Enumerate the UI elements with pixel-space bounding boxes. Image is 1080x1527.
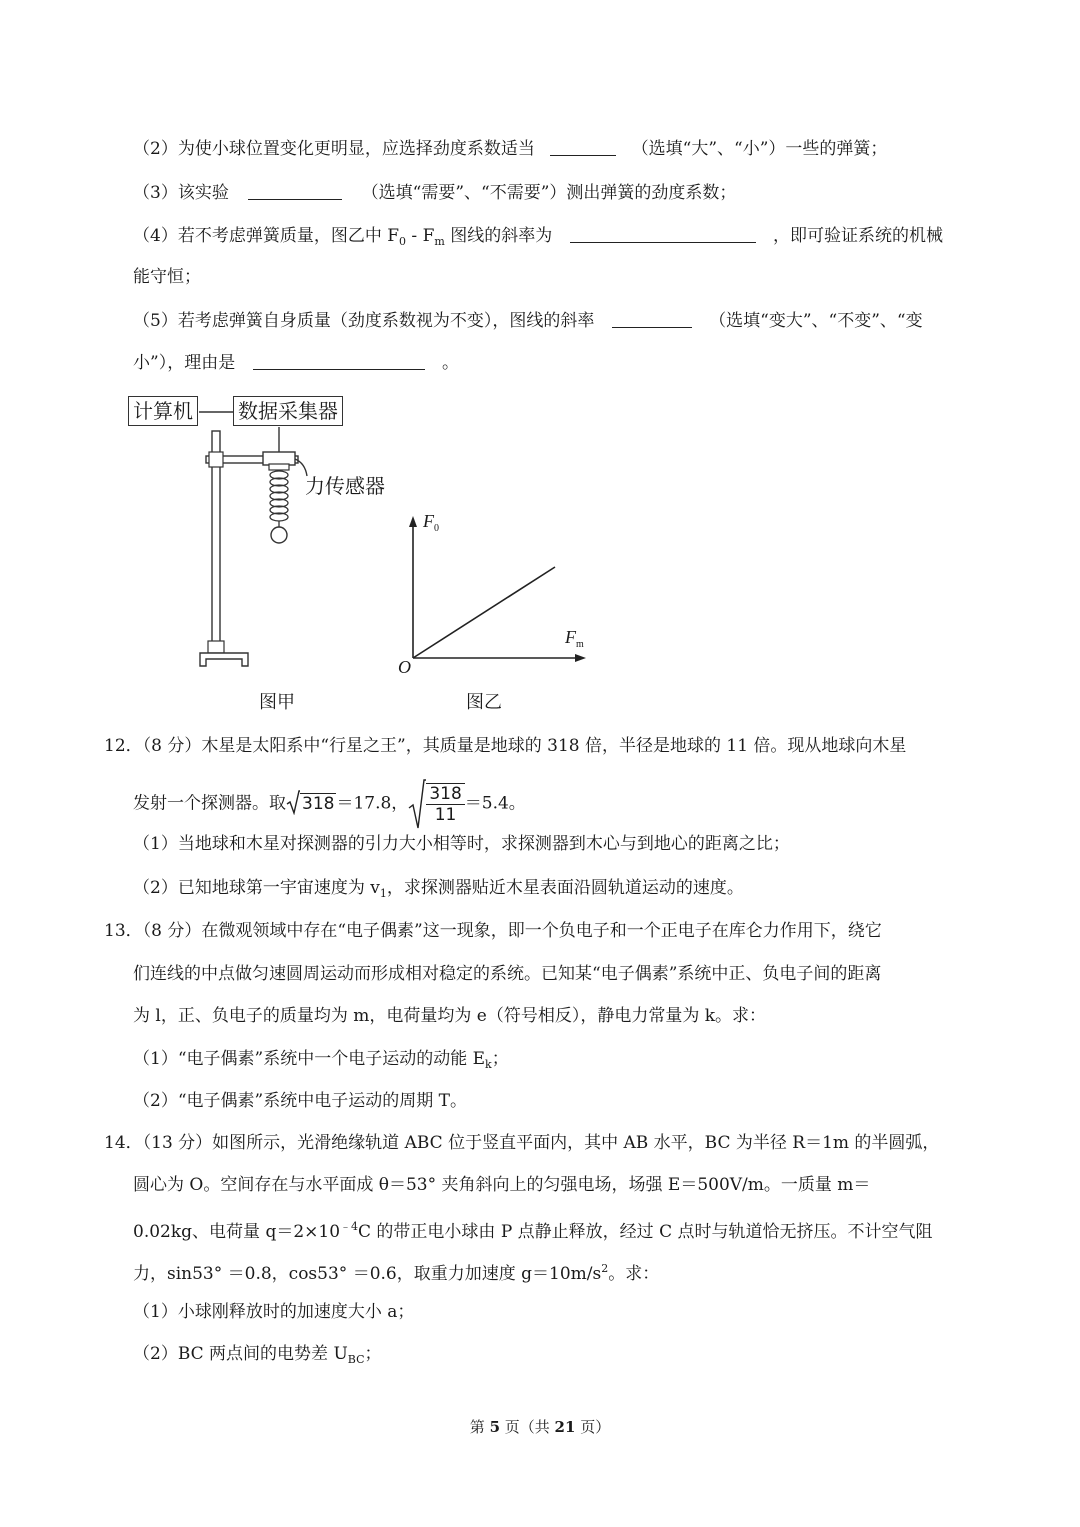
q13-part1: （1）“电子偶素”系统中一个电子运动的动能 $E_k$； <box>133 1049 509 1071</box>
sqrt-expression: 318 <box>286 786 336 822</box>
fraction: $\frac{318}{11}$ <box>426 783 464 825</box>
y-axis-label: $F_0$ <box>423 511 439 534</box>
q13-part2: （2）“电子偶素”系统中电子运动的周期 T。 <box>133 1091 467 1111</box>
q13-line1: 13．（8 分）在微观领域中存在“电子偶素”这一现象，即一个负电子和一个正电子在库仑力作用下，绕它 <box>104 921 882 941</box>
q11-part4-cont: 能守恒； <box>133 267 201 287</box>
q14-line3: 0.02kg、电荷量 $q=2\times 10^{﹣4}C$ 的带正电小球由 P 点静止释放，经过 C 点时与轨道恰无挤压。不计空气阻 <box>133 1220 933 1242</box>
q13-line3: 为 l，正、负电子的质量均为 m，电荷量均为 e（符号相反），静电力常量为 k。求： <box>133 1006 767 1026</box>
q11-part2: （2）为使小球位置变化更明显，应选择劲度系数适当 （选填“大”、“小”）一些的弹簧； <box>133 139 888 159</box>
q14-line2: 圆心为 O。空间存在与水平面成 θ＝53° 夹角斜向上的匀强电场，场强 E＝500V/m。一质量 m＝ <box>133 1175 871 1195</box>
origin-label: O <box>398 657 411 677</box>
force-sensor-label: 力传感器 <box>305 474 385 498</box>
q12-line2: 发射一个探测器。取 318 ＝17.8， $\frac{318}{11}$ ＝5.4。 <box>133 778 526 830</box>
q11-part5-cont: 小”），理由是 。 <box>133 353 460 373</box>
data-collector-box: 数据采集器 <box>233 396 343 426</box>
q12-line1: 12．（8 分）木星是太阳系中“行星之王”，其质量是地球的 318 倍，半径是地球的 11 倍。现从地球向木星 <box>104 736 907 756</box>
q14-part1: （1）小球刚释放时的加速度大小 a； <box>133 1302 415 1322</box>
radical-sign-icon <box>286 789 300 815</box>
caption-figure-b: 图乙 <box>466 692 502 713</box>
x-axis-label: $F_m$ <box>565 627 584 650</box>
page-number: 5 <box>489 1418 500 1436</box>
q13-line2: 们连线的中点做匀速圆周运动而形成相对稳定的系统。已知某“电子偶素”系统中正、负电子间的距离 <box>133 964 882 984</box>
q11-part4: （4）若不考虑弹簧质量，图乙中 $F_0 - F_m$ 图线的斜率为 ，即可验证系统的机械 <box>133 226 944 248</box>
q12-part2: （2）已知地球第一宇宙速度为 $v_1$，求探测器贴近木星表面沿圆轨道运动的速度。 <box>133 878 744 900</box>
q14-line1: 14．（13 分）如图所示，光滑绝缘轨道 ABC 位于竖直平面内，其中 AB 水平，BC 为半径 R＝1m 的半圆弧， <box>104 1133 940 1153</box>
radical-sign-icon <box>408 778 426 830</box>
q14-part2: （2）BC 两点间的电势差 $U_{BC}$； <box>133 1344 382 1366</box>
caption-figure-a: 图甲 <box>259 692 295 713</box>
graph-line <box>413 567 555 658</box>
q14-line4: 力，sin53° ＝0.8，cos53° ＝0.6，取重力加速度 $g=10m/s^2$。求： <box>133 1262 660 1284</box>
page-total: 21 <box>554 1418 576 1436</box>
q11-part3: （3）该实验 （选填“需要”、“不需要”）测出弹簧的劲度系数； <box>133 183 737 203</box>
page-footer: 第 5 页（共 21 页） <box>469 1418 611 1436</box>
computer-box: 计算机 <box>128 396 198 426</box>
q11-part5: （5）若考虑弹簧自身质量（劲度系数视为不变），图线的斜率 （选填“变大”、“不变”、“变 <box>133 311 923 331</box>
q12-part1: （1）当地球和木星对探测器的引力大小相等时，求探测器到木心与到地心的距离之比； <box>133 834 790 854</box>
